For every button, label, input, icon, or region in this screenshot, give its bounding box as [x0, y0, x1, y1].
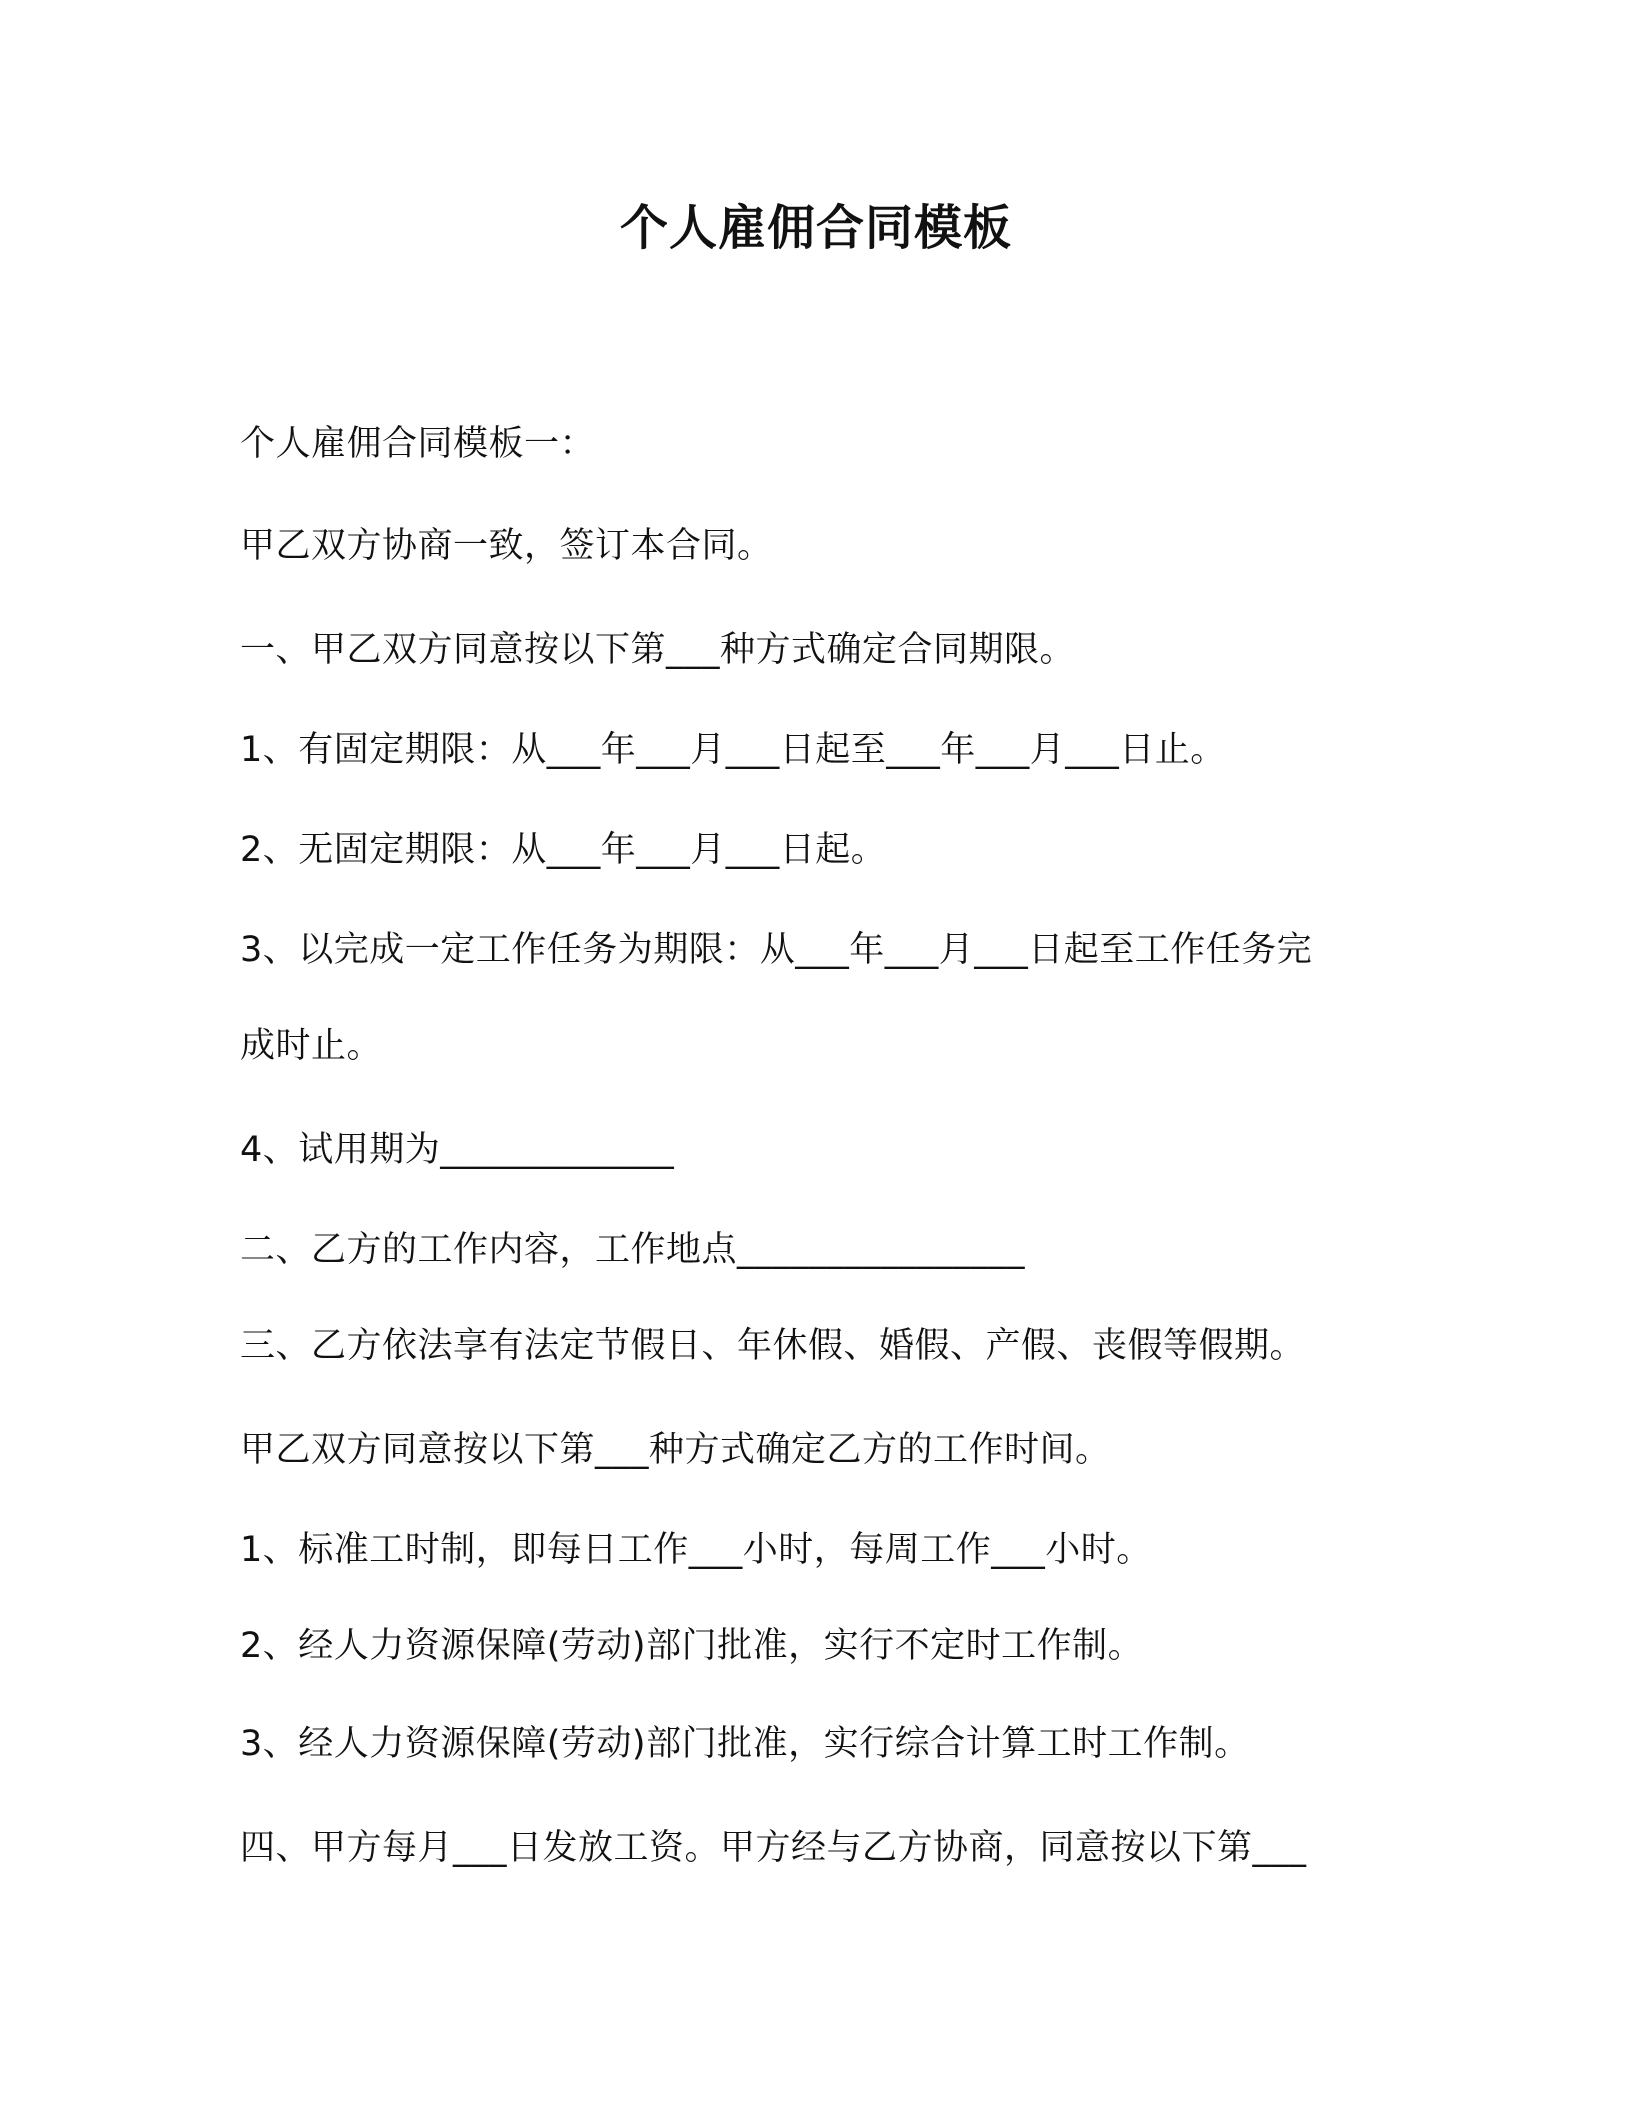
clause-item: 2、经人力资源保障(劳动)部门批准，实行不定时工作制。 [240, 1626, 1144, 1666]
document-title: 个人雇佣合同模板 [619, 200, 1012, 256]
paragraph-line: 甲乙双方协商一致，签订本合同。 [240, 526, 773, 566]
paragraph-line: 甲乙双方同意按以下第___种方式确定乙方的工作时间。 [240, 1430, 1111, 1470]
clause-one: 一、甲乙双方同意按以下第___种方式确定合同期限。 [240, 630, 1076, 670]
clause-three: 三、乙方依法享有法定节假日、年休假、婚假、产假、丧假等假期。 [240, 1326, 1306, 1366]
clause-item: 3、经人力资源保障(劳动)部门批准，实行综合计算工时工作制。 [240, 1724, 1250, 1764]
clause-item: 4、试用期为_____________ [240, 1130, 675, 1170]
clause-item: 1、有固定期限：从___年___月___日起至___年___月___日止。 [240, 730, 1226, 770]
section-heading: 个人雇佣合同模板一： [240, 424, 596, 464]
clause-item: 2、无固定期限：从___年___月___日起。 [240, 830, 887, 870]
clause-item-continued: 成时止。 [240, 1026, 383, 1066]
clause-two: 二、乙方的工作内容，工作地点________________ [240, 1230, 1026, 1270]
clause-item: 1、标准工时制，即每日工作___小时，每周工作___小时。 [240, 1530, 1152, 1570]
clause-item: 3、以完成一定工作任务为期限：从___年___月___日起至工作任务完 [240, 930, 1313, 970]
clause-four: 四、甲方每月___日发放工资。甲方经与乙方协商，同意按以下第___ [240, 1828, 1307, 1868]
